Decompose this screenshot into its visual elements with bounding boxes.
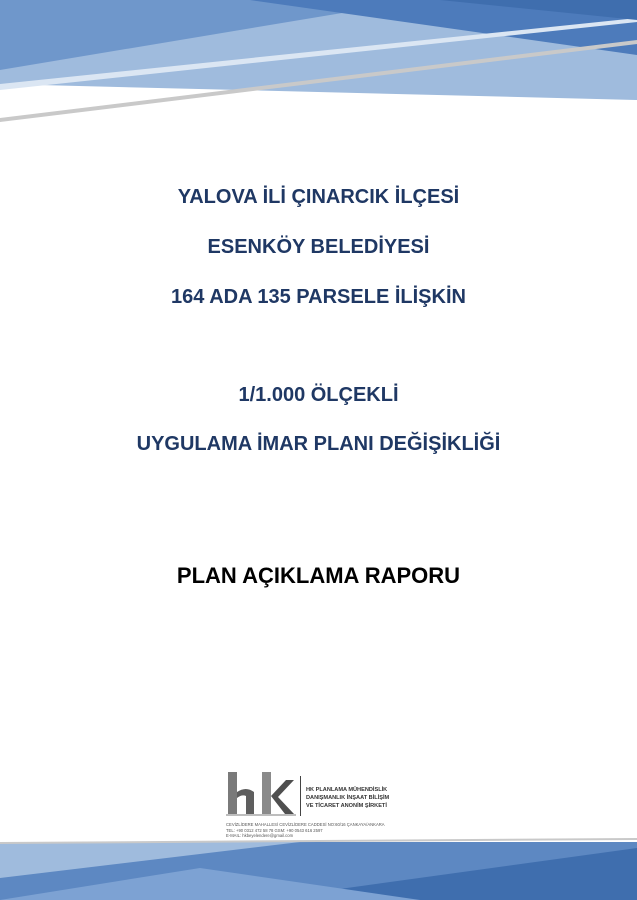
company-logo-block — [226, 770, 446, 844]
company-line-3: VE TİCARET ANONİM ŞİRKETİ — [306, 803, 387, 809]
title-province-district: YALOVA İLİ ÇINARCIK İLÇESİ — [177, 186, 460, 208]
company-name — [306, 786, 389, 810]
title-parcel: 164 ADA 135 PARSELE İLİŞKİN — [171, 286, 466, 308]
hk-logo-icon — [226, 770, 296, 818]
report-title: PLAN AÇIKLAMA RAPORU — [176, 563, 461, 588]
company-address: CEVİZLİDERE MAHALLESİ CEVİZLİDERE CADDESİ NO:60/16 ÇANKAYA/ANKARA — [226, 822, 385, 827]
top-banner-decoration — [0, 0, 637, 130]
title-municipality: ESENKÖY BELEDİYESİ — [207, 236, 430, 258]
logo-divider — [300, 776, 301, 816]
company-line-1: HK PLANLAMA MÜHENDİSLİK — [306, 787, 388, 793]
company-contact — [226, 822, 385, 839]
title-scale: 1/1.000 ÖLÇEKLİ — [238, 384, 399, 406]
title-plan-change: UYGULAMA İMAR PLANI DEĞİŞİKLİĞİ — [136, 433, 501, 455]
company-line-2: DANIŞMANLIK İNŞAAT BİLİŞİM — [306, 795, 390, 801]
company-phone: TEL: +90 0312 472 58 78 GSM: +90 0543 616 2597 — [226, 827, 323, 833]
company-email: E-MAIL: hkbeyelendere@gmail.com — [226, 833, 294, 838]
bottom-banner-decoration — [0, 838, 637, 900]
